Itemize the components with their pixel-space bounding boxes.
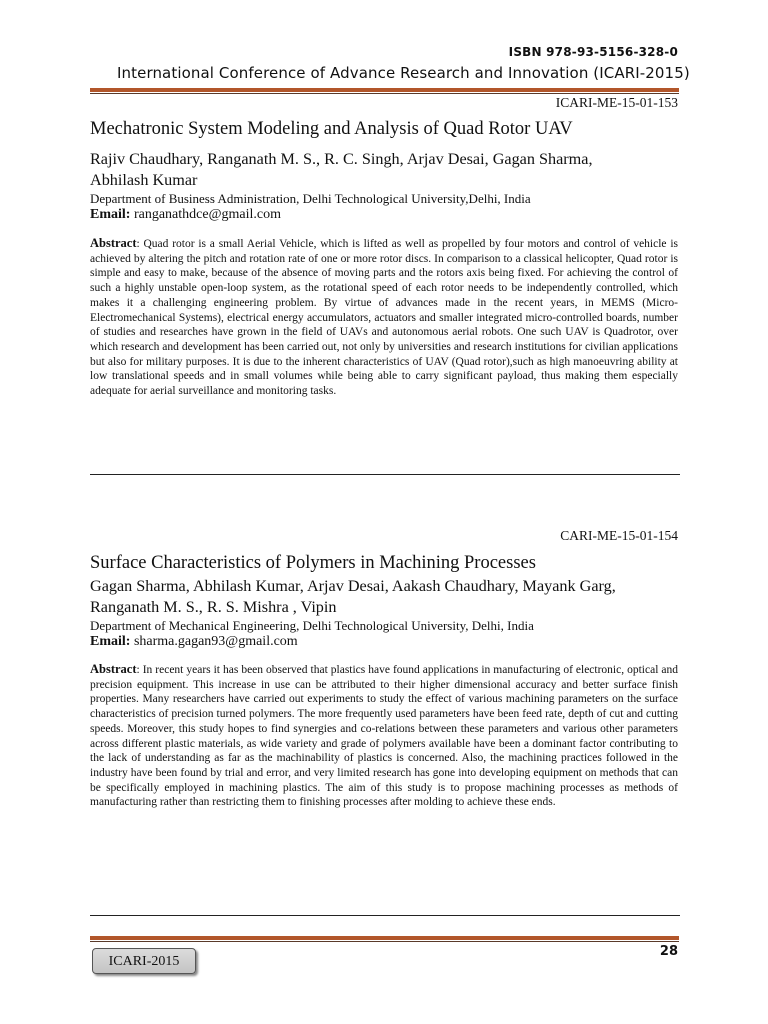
section-divider (90, 474, 680, 475)
page-number: 28 (659, 944, 678, 959)
isbn-label: ISBN 978-93-5156-328-0 (508, 45, 678, 59)
email-label: Email: (90, 207, 131, 222)
abstract-label: Abstract (90, 662, 137, 676)
authors-line: Abhilash Kumar (90, 171, 198, 189)
article-title: Surface Characteristics of Polymers in Machining Processes (90, 553, 536, 573)
email-label: Email: (90, 634, 131, 649)
article-email (90, 634, 298, 650)
article-authors (90, 149, 690, 191)
email-address[interactable]: ranganathdce@gmail.com (133, 207, 281, 222)
header-rule-thin (90, 93, 679, 94)
article-code: CARI-ME-15-01-154 (560, 528, 678, 543)
authors-line: Ranganath M. S., R. S. Mishra , Vipin (90, 598, 337, 616)
article-department: Department of Business Administration, Delhi Technological University,Delhi, India (90, 191, 531, 206)
abstract-label: Abstract (90, 236, 137, 250)
footer-rule-thin (90, 941, 679, 942)
article-email (90, 207, 281, 223)
footer-badge: ICARI-2015 (92, 948, 196, 974)
article-code: ICARI-ME-15-01-153 (555, 95, 678, 110)
authors-line: Gagan Sharma, Abhilash Kumar, Arjav Desai, Aakash Chaudhary, Mayank Garg, (90, 577, 616, 595)
email-address[interactable]: sharma.gagan93@gmail.com (133, 634, 298, 649)
conference-title: International Conference of Advance Research and Innovation (ICARI-2015) (117, 64, 690, 82)
article-authors (90, 576, 690, 618)
article-abstract (90, 236, 678, 399)
article-abstract (90, 662, 678, 810)
abstract-text: : Quad rotor is a small Aerial Vehicle, which is lifted as well as propelled by four motors and control of vehicle is achieved by altering the pitch and rotation rate of one or more rotor discs. In comparison to a classical helicopter, Quad rotor is simple and easy to make, because of the absence of moving parts and the rotors axis being fixed. For achieving the control of such a highly unstable open-loop system, as the rotational speed of each rotor needs to be independently controlled, which makes it a challenging engineering problem. By virtue of advances made in the recent years, in MEMS (Micro-Electromechanical Systems), electrical energy accumulators, actuators and smaller integrated micro-controlled boards, number of studies and researches have grown in the field of UAVs and autonomous aerial robots. One such UAV is Quadrotor, over which research and development has been carried out, not only by universities and research institutions for civilian applications but also for military purposes. It is due to the inherent characteristics of UAV (Quad rotor),such as high manoeuvring ability at low translational speeds and in small volumes while being able to carry significant payload, thus making them especially adequate for aerial surveillance and monitoring tasks. (90, 238, 678, 398)
section-divider (90, 915, 680, 916)
article-title: Mechatronic System Modeling and Analysis of Quad Rotor UAV (90, 119, 573, 139)
abstract-text: : In recent years it has been observed that plastics have found applications in manufacturing of electronic, optical and precision equipment. This increase in use can be attributed to their higher dimensional accuracy and better surface finish properties. Many researchers have carried out experiments to study the effect of various machining parameters on the surface characteristics of precision turned polymers. The more frequently used parameters have been feed rate, depth of cut and cutting speeds. Moreover, this study hopes to find synergies and co-relations between these parameters and various other parameters across different plastic materials, as wide variety and grade of polymers available have been a dominant factor contributing to the lack of understanding as far as the machinability of plastics is concerned. Also, the machining practices followed in the industry have been found by trial and error, and very limited research has gone into developing equipment on methods that can be specifically employed in machining plastics. The aim of this study is to propose machining processes as methods of manufacturing rather than restricting them to finishing processes after molding to achieve these ends. (90, 664, 678, 809)
footer-rule (90, 936, 679, 940)
article-department: Department of Mechanical Engineering, Delhi Technological University, Delhi, India (90, 618, 534, 633)
authors-line: Rajiv Chaudhary, Ranganath M. S., R. C. Singh, Arjav Desai, Gagan Sharma, (90, 150, 593, 168)
header-rule (90, 88, 679, 92)
